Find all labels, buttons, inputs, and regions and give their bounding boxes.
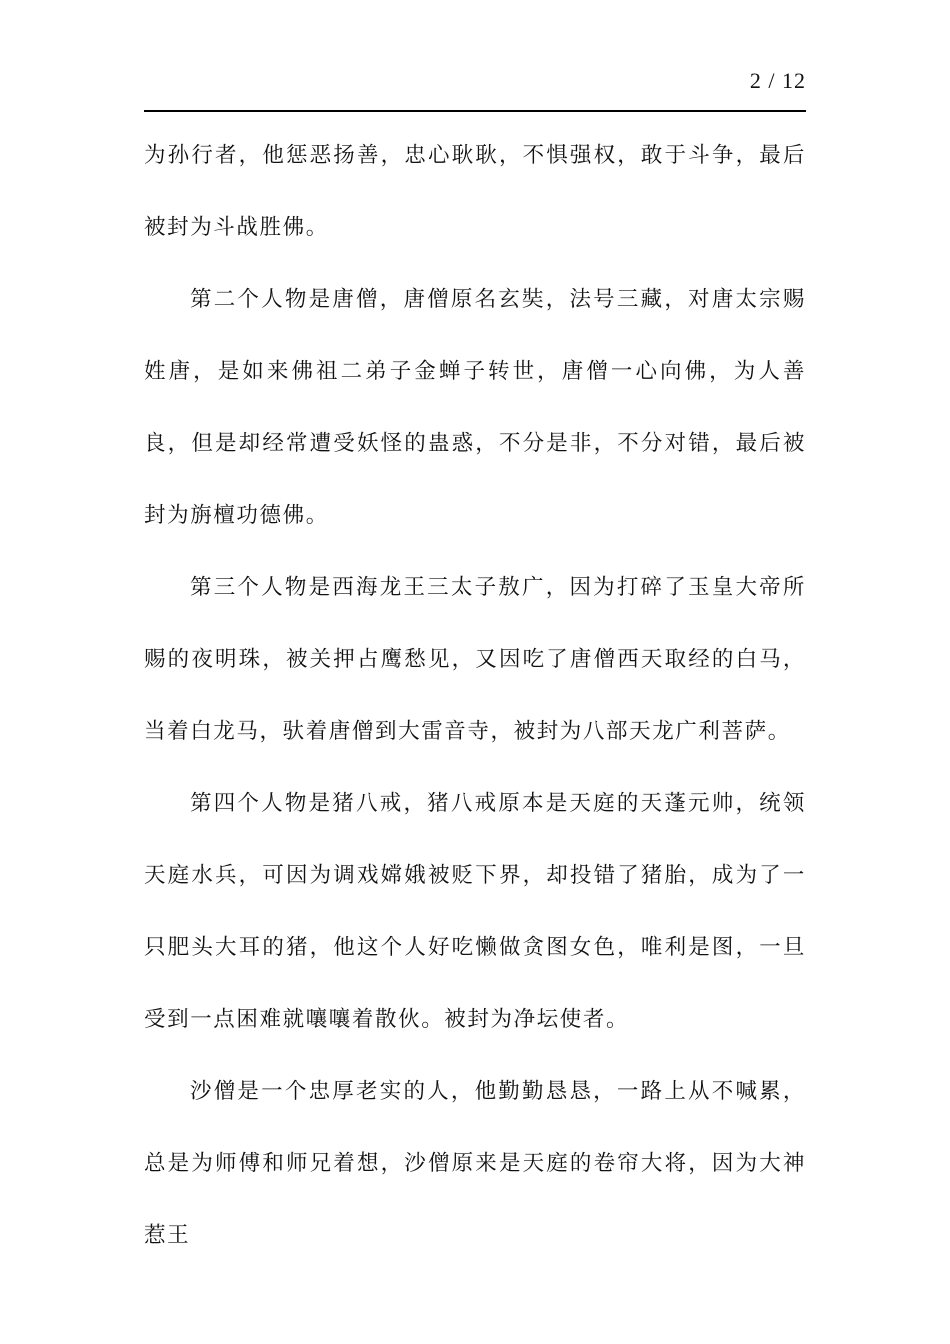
page-number: 2 / 12 [749,68,806,93]
paragraph-zhu-bajie: 第四个人物是猪八戒，猪八戒原本是天庭的天蓬元帅，统领天庭水兵，可因为调戏嫦娥被贬下界，却投错了猪胎，成为了一只肥头大耳的猪，他这个人好吃懒做贪图女色，唯利是图，一旦受到一点困难就嚷嚷着散伙。被封为净坛使者。 [144,791,806,1032]
paragraph-white-dragon-horse: 第三个人物是西海龙王三太子敖广，因为打碎了玉皇大帝所赐的夜明珠，被关押占鹰愁见，又因吃了唐僧西天取经的白马，当着白龙马，驮着唐僧到大雷音寺，被封为八部天龙广利菩萨。 [144,575,806,744]
paragraph-continuation: 为孙行者，他惩恶扬善，忠心耿耿，不惧强权，敢于斗争，最后被封为斗战胜佛。 [144,143,806,240]
header-divider [144,110,806,112]
paragraph-sha-seng: 沙僧是一个忠厚老实的人，他勤勤恳恳，一路上从不喊累，总是为师傅和师兄着想，沙僧原来是天庭的卷帘大将，因为大神惹王 [144,1079,806,1248]
document-body [144,120,806,1272]
paragraph-tang-seng: 第二个人物是唐僧，唐僧原名玄奘，法号三藏，对唐太宗赐姓唐，是如来佛祖二弟子金蝉子转世，唐僧一心向佛，为人善良，但是却经常遭受妖怪的蛊惑，不分是非，不分对错，最后被封为旃檀功德佛。 [144,287,806,528]
